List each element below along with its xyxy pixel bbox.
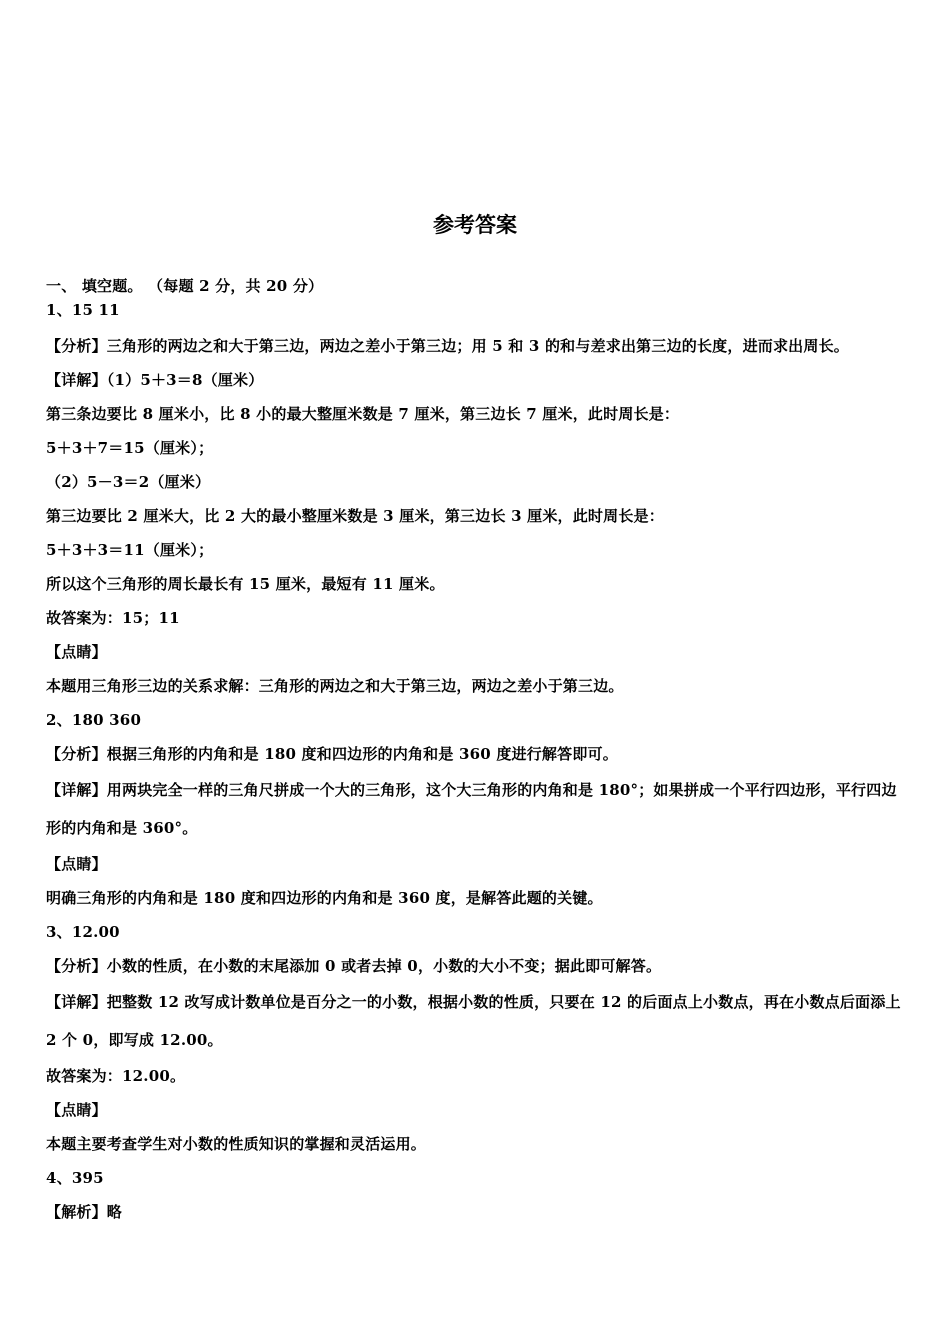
q1-final-answer: 故答案为：15；11 xyxy=(46,609,180,627)
q3-detail: 【详解】把整数 12 改写成计数单位是百分之一的小数，根据小数的性质，只要在 12 的后面点上小数点，再在小数点后面添上 2 个 0，即写成 12.00。 xyxy=(46,993,901,1049)
q1-analysis: 【分析】三角形的两边之和大于第三边，两边之差小于第三边；用 5 和 3 的和与差求出第三边的长度，进而求出周长。 xyxy=(46,337,849,355)
q1-conclusion: 所以这个三角形的周长最长有 15 厘米，最短有 11 厘米。 xyxy=(46,575,445,593)
question-4-answer: 4、395 xyxy=(46,1169,104,1187)
q2-analysis: 【分析】根据三角形的内角和是 180 度和四边形的内角和是 360 度进行解答即可。 xyxy=(46,745,618,763)
page-title: 参考答案 xyxy=(433,213,517,237)
answer-content xyxy=(46,273,908,1229)
q4-explanation: 【解析】略 xyxy=(46,1203,123,1221)
q3-final-answer: 故答案为：12.00。 xyxy=(46,1067,186,1085)
q1-detail-step-1: 【详解】（1）5＋3＝8（厘米） xyxy=(46,371,264,389)
question-2-answer: 2、180 360 xyxy=(46,711,142,729)
q3-remark-label: 【点睛】 xyxy=(46,1101,107,1119)
q3-remark: 本题主要考查学生对小数的性质知识的掌握和灵活运用。 xyxy=(46,1135,427,1153)
q2-remark-label: 【点睛】 xyxy=(46,855,107,873)
q2-detail: 【详解】用两块完全一样的三角尺拼成一个大的三角形，这个大三角形的内角和是 180°；如果拼成一个平行四边形，平行四边形的内角和是 360°。 xyxy=(46,781,897,837)
question-3-answer: 3、12.00 xyxy=(46,923,120,941)
q3-analysis: 【分析】小数的性质，在小数的末尾添加 0 或者去掉 0，小数的大小不变；据此即可解答。 xyxy=(46,957,662,975)
q1-detail-calc-1: 5＋3＋7＝15（厘米）； xyxy=(46,439,214,457)
q1-detail-text-1: 第三条边要比 8 厘米小，比 8 小的最大整厘米数是 7 厘米，第三边长 7 厘米，此时周长是： xyxy=(46,405,680,423)
section-heading: 一、 填空题。 （每题 2 分，共 20 分） xyxy=(46,277,324,295)
q1-remark: 本题用三角形三边的关系求解：三角形的两边之和大于第三边，两边之差小于第三边。 xyxy=(46,677,624,695)
q1-detail-text-2: 第三边要比 2 厘米大，比 2 大的最小整厘米数是 3 厘米，第三边长 3 厘米，此时周长是： xyxy=(46,507,664,525)
q1-detail-calc-2: 5＋3＋3＝11（厘米）； xyxy=(46,541,214,559)
q1-remark-label: 【点睛】 xyxy=(46,643,107,661)
q1-detail-step-2: （2）5－3＝2（厘米） xyxy=(46,473,211,491)
q2-remark: 明确三角形的内角和是 180 度和四边形的内角和是 360 度，是解答此题的关键。 xyxy=(46,889,603,907)
question-1-answer: 1、15 11 xyxy=(46,301,120,319)
